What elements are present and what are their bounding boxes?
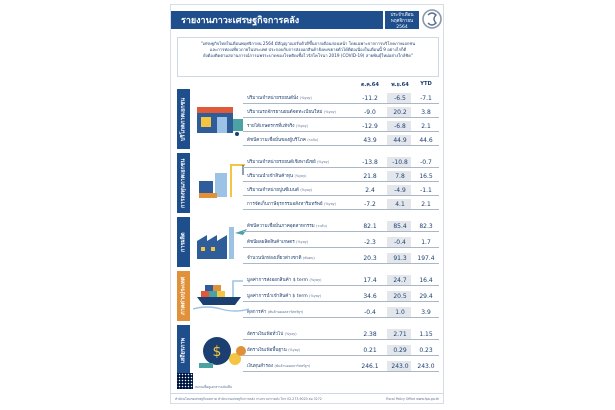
report-title: รายงานภาวะเศรษฐกิจการคลัง	[171, 11, 383, 29]
section-label: การผลิต	[177, 217, 190, 267]
row-label: การจัดเก็บภาษีธุรกรรมอสังหาริมทรัพย์	[247, 202, 323, 207]
value-nov: 24.7	[393, 277, 407, 284]
table-row	[243, 361, 439, 372]
value-oct: 0.21	[363, 347, 377, 354]
table-row	[243, 221, 439, 232]
summary-line: ยังต้องติดตามสถานการณ์การแพร่ระบาดของโรคติดเชื้อไวรัสโคโรนา 2019 (COVID-19) สายพันธุ์ใหม่อย่างใกล้ชิด"	[203, 53, 413, 59]
row-label: ปริมาณรถจักรยานยนต์จดทะเบียนใหม่	[247, 110, 323, 115]
value-oct: 21.8	[363, 173, 377, 180]
row-unit: (%yoy)	[299, 96, 312, 100]
value-nov: -6.8	[394, 123, 406, 130]
value-ytd: 2.1	[421, 201, 431, 208]
period-month: พฤศจิกายน 2564	[390, 19, 414, 30]
value-nov: 20.5	[393, 293, 407, 300]
money-bag-icon	[193, 329, 249, 369]
row-unit: (พันคน)	[302, 256, 315, 260]
value-oct: 246.1	[361, 363, 379, 370]
value-nov: -10.8	[392, 159, 408, 166]
value-oct: 2.38	[363, 331, 377, 338]
section-external	[177, 271, 439, 321]
value-nov: 91.3	[393, 255, 407, 262]
value-ytd: 82.3	[419, 223, 433, 230]
row-unit: (%yoy)	[294, 174, 307, 178]
column-header-ytd: YTD	[420, 81, 432, 87]
summary-line: "เศรษฐกิจไทยในเดือนพฤศจิกายน 2564 มีสัญญาณปรับตัวดีขึ้นจากเดือนก่อนหน้า โดยเฉพาะจากการบริโภคภาคเอกชน	[200, 41, 416, 46]
row-unit: (%yoy)	[288, 348, 301, 352]
summary-line: และการท่องเที่ยวภายในประเทศ ประกอบกับการส่งออกสินค้ายังคงขยายตัวได้ดีต่อเนื่องในเดือนนี้ 9 อย่างไรก็ดี	[209, 47, 407, 53]
value-ytd: 3.9	[421, 309, 431, 316]
table-row	[243, 199, 439, 210]
value-oct: 43.9	[363, 137, 377, 144]
fpo-logo-icon	[421, 7, 443, 31]
value-ytd: 3.8	[421, 109, 431, 116]
table-row	[243, 345, 439, 356]
value-nov: 20.2	[393, 109, 407, 116]
row-label: ปริมาณจำหน่ายรถยนต์เชิงพาณิชย์	[247, 160, 316, 165]
summary-box	[177, 37, 439, 77]
value-nov: -6.5	[394, 95, 406, 102]
value-nov: 243.0	[391, 363, 409, 370]
factory-icon	[193, 221, 249, 261]
row-unit: (ระดับ)	[316, 224, 327, 228]
row-label: ดัชนีผลผลิตสินค้าเกษตร	[247, 240, 295, 245]
report-period	[385, 11, 419, 29]
row-unit: (%yoy)	[296, 240, 309, 244]
row-unit: (%yoy)	[324, 202, 336, 206]
value-oct: 82.1	[363, 223, 377, 230]
value-ytd: 1.7	[421, 239, 431, 246]
value-nov: -4.9	[394, 187, 406, 194]
value-ytd: 0.23	[419, 347, 433, 354]
value-nov: 44.9	[393, 137, 407, 144]
value-ytd: 16.5	[419, 173, 433, 180]
value-ytd: 2.1	[421, 123, 431, 130]
table-row	[243, 135, 439, 146]
row-label: ดัชนีความเชื่อมั่นภาคอุตสาหกรรม	[247, 224, 315, 229]
value-oct: -2.3	[364, 239, 376, 246]
value-ytd: -0.7	[420, 159, 432, 166]
value-ytd: 29.4	[419, 293, 433, 300]
row-label: เงินทุนสำรอง	[247, 364, 273, 369]
row-unit: (%yoy)	[300, 188, 313, 192]
section-label: บริโภคภาคเอกชน	[177, 89, 190, 149]
value-nov: 7.8	[395, 173, 405, 180]
table-row	[243, 253, 439, 264]
value-oct: -9.0	[364, 109, 376, 116]
value-nov: 2.71	[393, 331, 407, 338]
row-unit: (พันล้านดอลลาร์สหรัฐฯ)	[267, 310, 304, 314]
table-row	[243, 171, 439, 182]
section-label: การลงทุนภาคเอกชน	[177, 153, 190, 213]
section-production	[177, 217, 439, 267]
row-unit: (%yoy)	[296, 124, 308, 128]
value-oct: 20.3	[363, 255, 377, 262]
row-unit: (%yoy)	[309, 278, 322, 282]
container-ship-icon	[193, 275, 249, 315]
value-nov: -0.4	[394, 239, 406, 246]
row-unit: (%yoy)	[317, 160, 330, 164]
row-unit: (%yoy)	[284, 332, 297, 336]
shopping-icon	[193, 97, 249, 137]
table-row	[243, 185, 439, 196]
column-header-oct: ต.ค.64	[361, 82, 379, 88]
value-ytd: 197.4	[417, 255, 435, 262]
table-row	[243, 157, 439, 168]
section-label: เสถียรภาพ	[177, 325, 190, 375]
value-oct: 34.6	[363, 293, 377, 300]
row-label: รายได้เกษตรกรที่แท้จริง	[247, 124, 295, 129]
row-unit: (พันล้านดอลลาร์สหรัฐฯ)	[274, 364, 310, 368]
qr-code-icon[interactable]	[177, 373, 193, 389]
row-label: ปริมาณนำเข้าสินค้าทุน	[247, 174, 294, 179]
value-oct: -12.9	[362, 123, 378, 130]
value-nov: 85.4	[393, 223, 407, 230]
table-row	[243, 237, 439, 248]
value-ytd: -7.1	[420, 95, 432, 102]
value-oct: -0.4	[364, 309, 376, 316]
value-ytd: 16.4	[419, 277, 433, 284]
section-stability	[177, 325, 439, 375]
row-label: มูลค่าการส่งออกสินค้า $ term	[247, 278, 309, 283]
value-oct: -7.2	[364, 201, 376, 208]
section-private-investment	[177, 153, 439, 213]
section-label: ภาคต่างประเทศ	[177, 271, 190, 321]
table-row	[243, 275, 439, 286]
table-row	[243, 307, 439, 318]
value-oct: 2.4	[365, 187, 375, 194]
period-label: ประจำเดือน	[390, 13, 414, 18]
value-nov: 4.1	[395, 201, 405, 208]
row-label: ดัชนีความเชื่อมั่นของผู้บริโภค	[247, 138, 306, 143]
value-oct: 17.4	[363, 277, 377, 284]
row-label: ปริมาณจำหน่ายปูนซีเมนต์	[247, 188, 299, 193]
value-ytd: -1.1	[420, 187, 432, 194]
row-label: ดุลการค้า	[247, 310, 267, 315]
value-oct: -13.8	[362, 159, 378, 166]
construction-icon	[193, 159, 249, 199]
row-label: มูลค่าการนำเข้าสินค้า $ term	[247, 294, 308, 299]
table-row	[243, 107, 439, 118]
column-header-nov: พ.ย.64	[391, 82, 409, 88]
table-row	[243, 329, 439, 340]
table-row	[243, 93, 439, 104]
table-row	[243, 291, 439, 302]
value-nov: 1.0	[395, 309, 405, 316]
report-header	[171, 5, 443, 33]
report-page	[170, 4, 444, 404]
footer	[171, 393, 443, 403]
value-oct: -11.2	[362, 95, 378, 102]
table-row	[243, 121, 439, 132]
row-unit: (%yoy)	[323, 110, 336, 114]
value-nov: 0.29	[393, 347, 407, 354]
value-ytd: 44.6	[419, 137, 433, 144]
footer-website[interactable]: Fiscal Policy Office www.fpo.go.th	[385, 397, 439, 401]
qr-caption: สแกนเพื่อดูเอกสารฉบับเต็ม	[195, 385, 233, 389]
row-label: อัตราเงินเฟ้อพื้นฐาน	[247, 348, 287, 353]
row-label: อัตราเงินเฟ้อทั่วไป	[247, 332, 284, 337]
svg-text:$: $	[212, 344, 222, 360]
section-private-consumption	[177, 89, 439, 149]
row-unit: (ระดับ)	[307, 138, 319, 142]
footer-contact: สำนักนโยบายเศรษฐกิจมหภาค สำนักงานเศรษฐกิจการคลัง กระทรวงการคลัง โทร 02-273-9020 ต่อ 3272	[175, 397, 322, 401]
row-label: ปริมาณจำหน่ายรถยนต์นั่ง	[247, 96, 299, 101]
row-label: จำนวนนักท่องเที่ยวต่างชาติ	[247, 256, 302, 261]
row-unit: (%yoy)	[309, 294, 322, 298]
value-ytd: 243.0	[417, 363, 435, 370]
value-ytd: 1.15	[419, 331, 433, 338]
